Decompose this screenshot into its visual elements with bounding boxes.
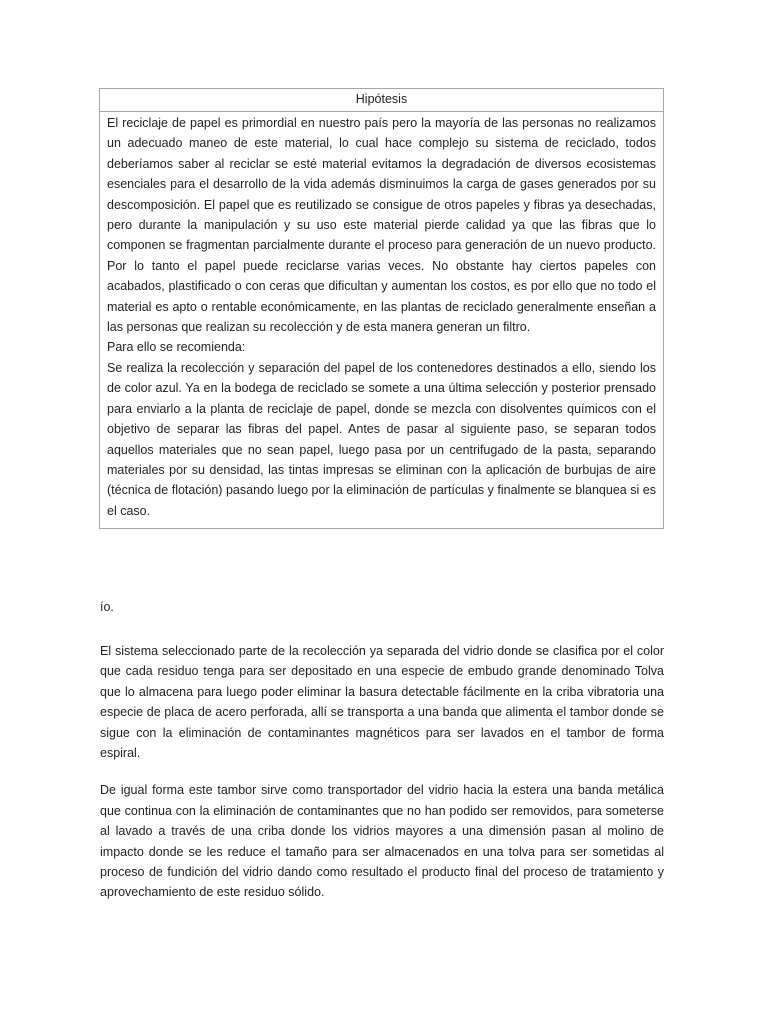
hypothesis-paragraph-3: Se realiza la recolección y separación del papel de los contenedores destinados a ello, siendo los de color azul. Ya en la bodega de reciclado se somete a una última selección y posterior prensado para enviarlo a la planta de reciclaje de papel, donde se mezcla con disolventes químicos con el objetivo de separar las fibras del papel. Antes de pasar al siguiente paso, se separan todos aquellos materiales que no sean papel, luego pasa por un centrifugado de la pasta, separando materiales por su densidad, las tintas impresas se eliminan con la aplicación de burbujas de aire (técnica de flotación) pasando luego por la eliminación de partículas y finalmente se blanquea si es el caso.	[107, 360, 656, 518]
body-text-block	[100, 641, 664, 903]
orphan-text-fragment: ío.	[100, 600, 114, 614]
table-row-header	[100, 89, 664, 112]
hypothesis-paragraph-1: El reciclaje de papel es primordial en nuestro país pero la mayoría de las personas no realizamos un adecuado maneo de este material, lo cual hace complejo su sistema de reciclado, todos deberíamos saber al reciclar se esté material evitamos la degradación de diversos ecosistemas esenciales para el desarrollo de la vida además disminuimos la carga de gases generados por su descomposición. El papel que es reutilizado se consigue de otros papeles y fibras ya desechadas, pero durante la manipulación y su uso este material pierde calidad ya que las fibras que lo componen se fragmentan parcialmente durante el proceso para generación de un nuevo producto. Por lo tanto el papel puede reciclarse varias veces. No obstante hay ciertos papeles con acabados, plastificado o con ceras que dificultan y aumentan los costos, es por ello que no todo el material es apto o rentable económicamente, en las plantas de reciclado generalmente enseñan a las personas que realizan su recolección y de esta manera generan un filtro.	[107, 116, 656, 335]
table-row-body	[100, 112, 664, 529]
hypothesis-paragraph-2: Para ello se recomienda:	[107, 340, 246, 355]
body-paragraph-2: De igual forma este tambor sirve como transportador del vidrio hacia la estera una banda metálica que continua con la eliminación de contaminantes que no han podido ser removidos, para someterse al lavado a través de una criba donde los vidrios mayores a una dimensión pasan al molino de impacto donde se les reduce el tamaño para ser almacenados en una tolva para ser sometidas al proceso de fundición del vidrio dando como resultado el producto final del proceso de tratamiento y aprovechamiento de este residuo sólido.	[100, 783, 664, 900]
body-paragraph-1: El sistema seleccionado parte de la recolección ya separada del vidrio donde se clasifica por el color que cada residuo tenga para ser depositado en una especie de embudo grande denominado Tolva que lo almacena para luego poder eliminar la basura detectable fácilmente en la criba vibratoria una especie de placa de acero perforada, allí se transporta a una banda que alimenta el tambor donde se sigue con la eliminación de contaminantes magnéticos para ser lavados en el tambor de forma espiral.	[100, 644, 664, 761]
hypothesis-table-body-cell	[100, 112, 664, 529]
hypothesis-table	[99, 88, 664, 529]
hypothesis-table-header-cell: Hipótesis	[100, 89, 664, 112]
